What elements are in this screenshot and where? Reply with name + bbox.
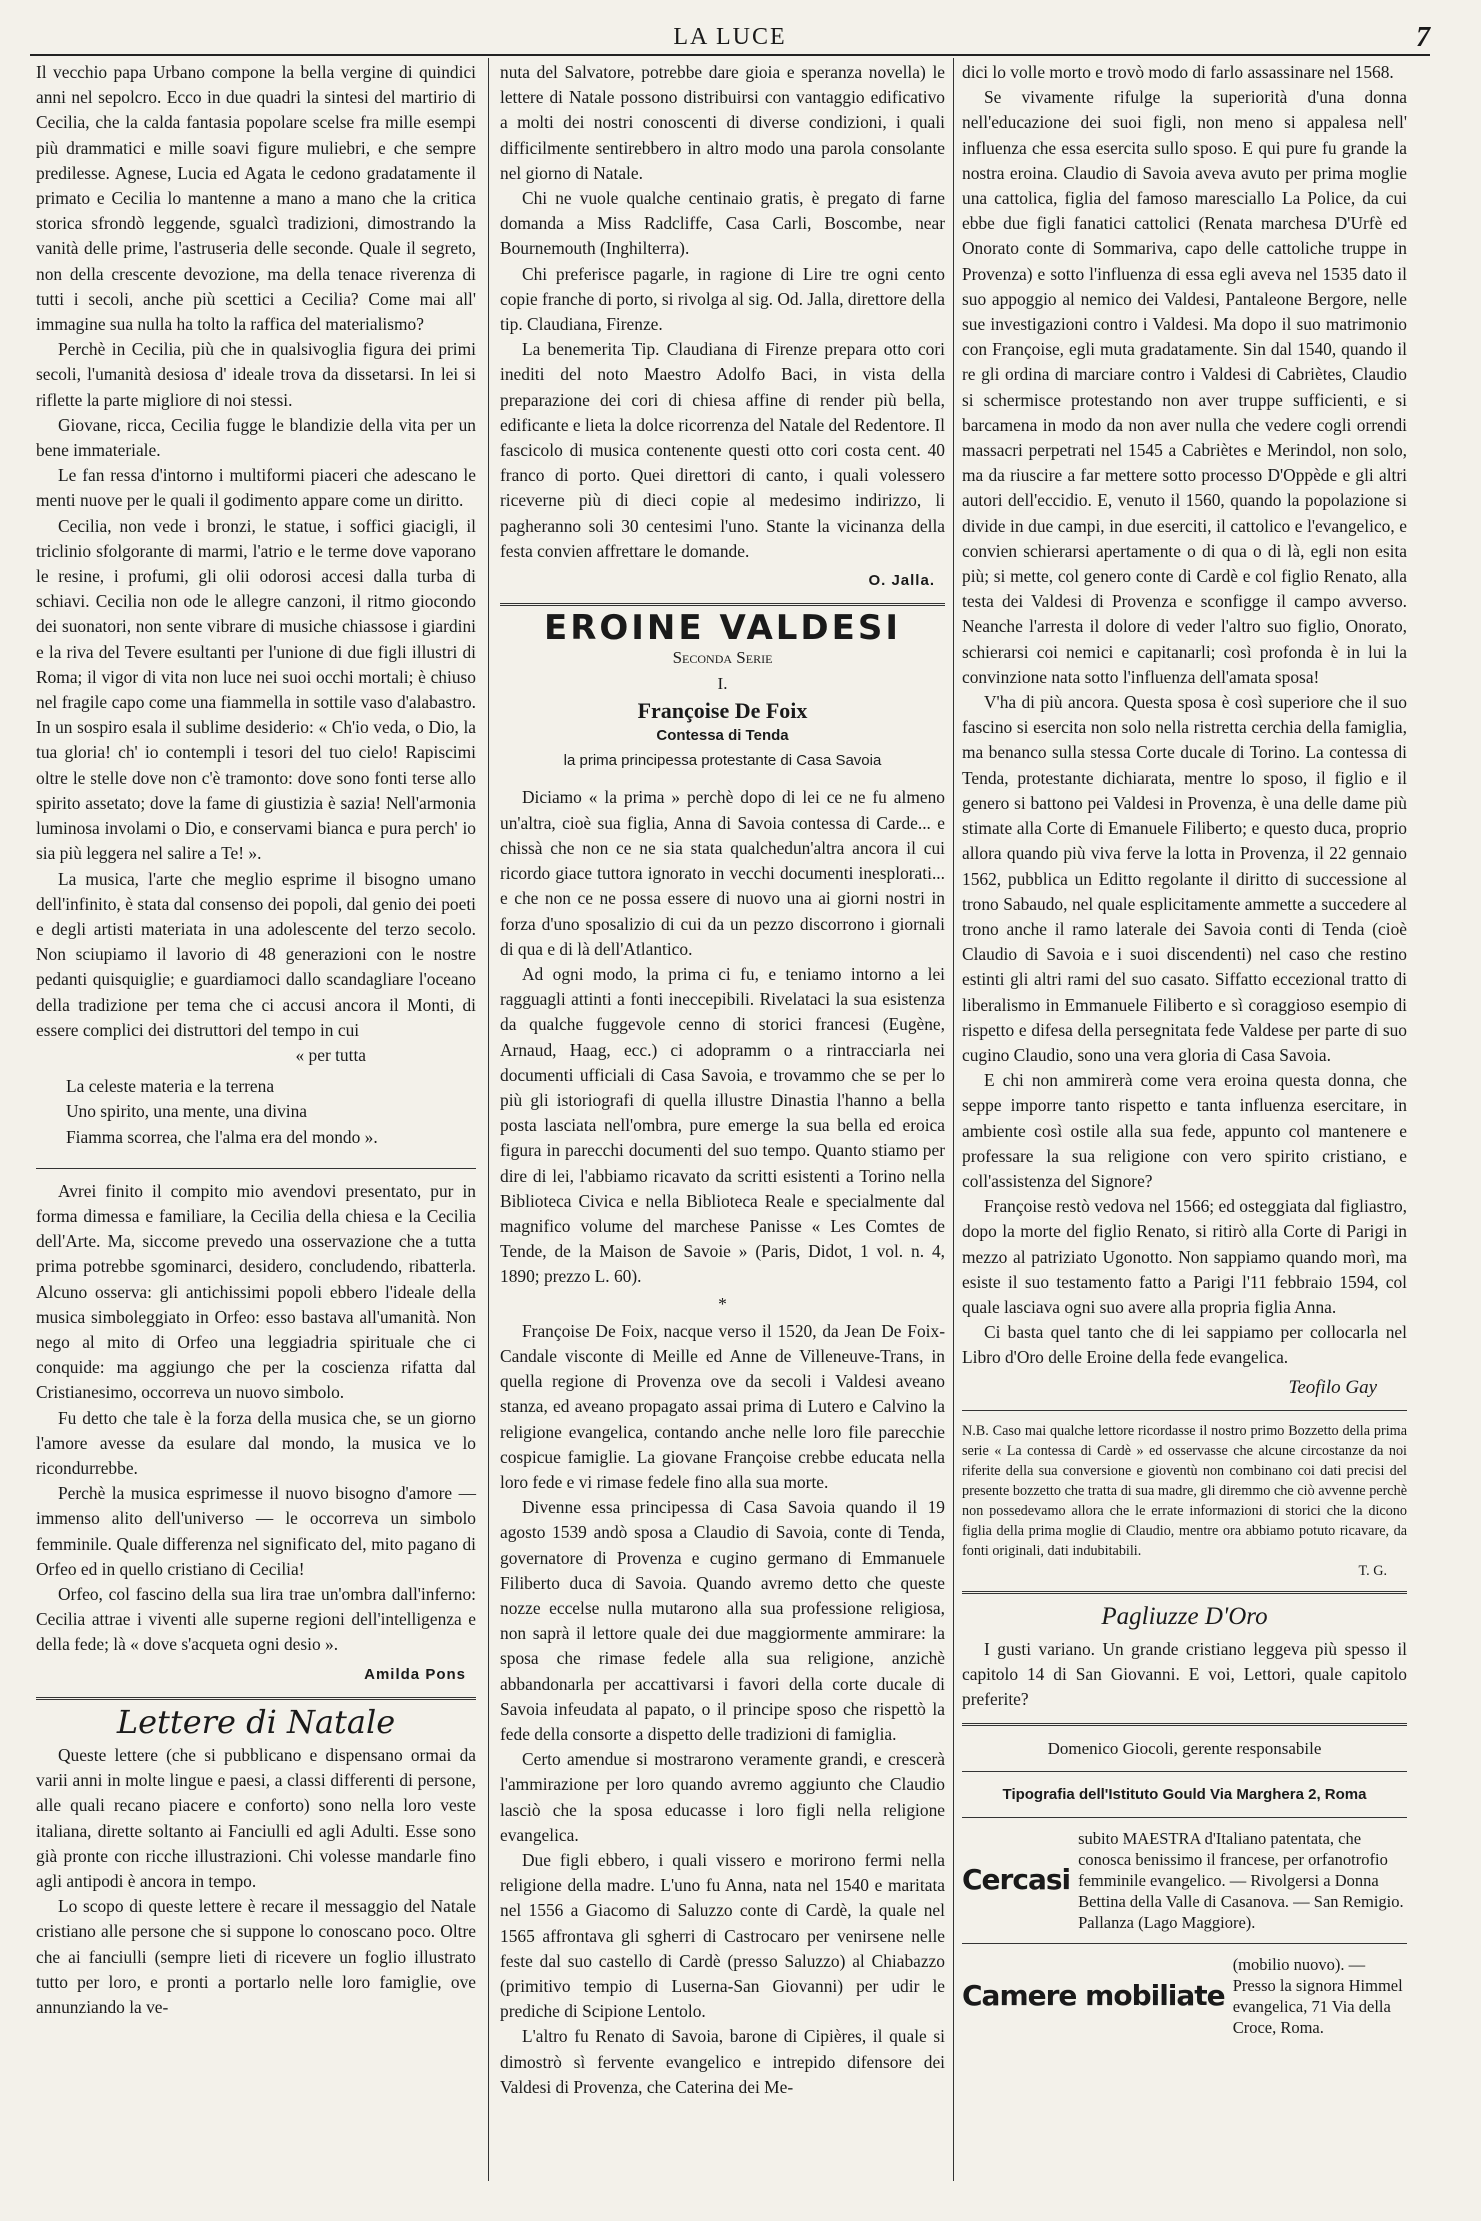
ad-heading: Camere mobiliate (962, 1978, 1225, 2012)
verse-line: Fiamma scorrea, che l'alma era del mondo ». (66, 1126, 378, 1147)
note-signature: T. G. (1358, 1562, 1387, 1579)
article-paragraph: Perchè la musica esprimesse il nuovo bisogno d'amore — immenso alito dell'universo — le occorreva un simbolo femminile. Quale differenza nel significato del, mito pagano di Orfeo ed in quello cristiano di Cecilia! (36, 1483, 476, 1579)
article-paragraph: Il vecchio papa Urbano compone la bella vergine di quindici anni nel sepolcro. Ecco in due quadri la sintesi del martirio di Cecilia, che la calda fantasia popolare scelse fra mille esempi più drammatici e mille soavi figure muliebri, e che sempre predilesse. Agnese, Lucia ed Agata le cedono gradatamente il primato e Cecilia lo mantenne a mano a mano che la critica storica sfrondò leggende, sgualcì tradizioni, dimostrando la vanità delle prime, l'astruseria delle seconde. Quale il segreto, non della crescente devozione, ma della tenace riverenza di tutti i secoli, anche più scettici a Cecilia? Come mai all' immagine sua nulla ha tolto la raffica del materialismo? (36, 62, 476, 335)
column-2 (500, 60, 945, 2100)
editor-note (962, 1421, 1407, 1581)
article-paragraph: Lo scopo di queste lettere è recare il messaggio del Natale cristiano alle persone che si suppone lo conoscano poco. Oltre che ai fanciulli (sempre lieti di ricevere un foglio illustrato tutto per loro, e pronti a portarlo nelle loro famiglie, ove annunziando la ve- (36, 1896, 476, 2018)
section-divider (36, 1697, 476, 1700)
section-divider (500, 603, 945, 606)
article-paragraph: Ci basta quel tanto che di lei sappiamo per collocarla nel Libro d'Oro delle Eroine della fede evangelica. (962, 1322, 1407, 1368)
section-title: Lettere di Natale (116, 1702, 396, 1741)
heroine-name: Françoise De Foix (637, 697, 808, 723)
column-divider (488, 58, 489, 2181)
column-divider (953, 58, 954, 2181)
article-paragraph: dici lo volle morto e trovò modo di farlo assassinare nel 1568. (962, 62, 1394, 82)
article-paragraph: Cecilia, non vede i bronzi, le statue, i soffici giacigli, il triclinio sfolgorante di marmi, l'atrio e le terme dove vaporano le resine, i profumi, gli olii odorosi accesi dalla turba di schiavi. Cecilia non ode le allegre canzoni, il ritmo giocondo dei suonatori, non sente vibrare di musiche chiassose i giardini e la riva del Tevere esultanti per l'unione di due figli illustri di Roma; il vigor di vita non luce nei suoi occhi mortali; è chiuso nel fragile capo come una fiammella in sottile vaso d'alabastro. In un sospiro esala il sublime desiderio: « Ch'io veda, o Dio, la tua gloria! ch' io contempli i tesori del tuo cielo! Rapiscimi oltre le stelle dove non c'è tramonto: dove sono fonti terse allo spirito assetato; dove la fame di giustizia è sazia! Nell'armonia luminosa involami o Dio, e conservami bianca e pura perch' io sia più leggera nel salire a Te! ». (36, 515, 476, 864)
asterism: * (718, 1293, 727, 1314)
article-paragraph: L'altro fu Renato di Savoia, barone di Cipières, il quale si dimostrò sì fervente evangelico e intrepido difensore dei Valdesi di Provenza, che Caterina dei Me- (500, 2026, 945, 2097)
section-divider (962, 1771, 1407, 1772)
article-paragraph: Chi ne vuole qualche centinaio gratis, è pregato di farne domanda a Miss Radcliffe, Casa Carli, Boscombe, near Bournemouth (Inghilterra). (500, 188, 945, 259)
newspaper-title: LA LUCE (673, 24, 787, 50)
ad-text: subito MAESTRA d'Italiano patentata, che conosca benissimo il francese, per orfanotrofio femminile evangelico. — Rivolgersi a Donna Bettina della Valle di Casanova. — San Remigio. Pallanza (Lago Maggiore). (1078, 1828, 1404, 1932)
article-paragraph: Perchè in Cecilia, più che in qualsivoglia figura dei primi secoli, l'umanità desiosa d' ideale trova da dissetarsi. In lei si riflette la parte migliore di noi stessi. (36, 339, 476, 410)
article-paragraph: Giovane, ricca, Cecilia fugge le blandizie della vita per un bene immateriale. (36, 414, 476, 461)
section-title: EROINE VALDESI (543, 608, 902, 649)
verse-line: La celeste materia e la terrena (66, 1076, 275, 1097)
chapter-number: I. (717, 673, 728, 693)
author-signature: O. Jalla. (868, 572, 935, 590)
series-label: Seconda Serie (672, 648, 773, 668)
heroine-title: Contessa di Tenda (656, 727, 789, 745)
article-paragraph: Diciamo « la prima » perchè dopo di lei ce ne fu almeno un'altra, cioè sua figlia, Anna di Savoia contessa di Carde... e chissà che non ce ne sia stata qualchedun'altra ancora il cui ricordo giace tuttora ignorato in vecchi documenti inesplorati... e che non ce ne possa essere di nuovo una ai giorni nostri in forza d'uno sposalizio di cui da un pezzo discorrono i giornali di qua e di là dell'Atlantico. (500, 787, 945, 959)
note-text: N.B. Caso mai qualche lettore ricordasse il nostro primo Bozzetto della prima serie « La contessa di Cardè » ed osservasse che alcune circostanze da noi riferite della sua conversione e gioventù non combinano coi dati precisi del presente bozzetto che tratta di sua madre, gli diremmo che ciò avvenne perchè non possedevamo allora che le errate informazioni di storici che la dicono figlia della prima moglie di Claudio, mentre ora abbiamo potuto ricavare, da fonti originali, dati indubitabili. (962, 1422, 1407, 1559)
heroine-subtitle: la prima principessa protestante di Casa Savoia (563, 752, 882, 770)
section-divider (962, 1817, 1407, 1818)
section-divider (962, 1723, 1407, 1726)
section-title: Pagliuzze D'Oro (1101, 1602, 1268, 1630)
article-paragraph: Le fan ressa d'intorno i multiformi piaceri che adescano le menti nuove per le quali il godimento appare come un diritto. (36, 465, 476, 511)
verse-lead: « per tutta (295, 1044, 366, 1065)
article-paragraph: Fu detto che tale è la forza della musica che, se un giorno l'amore avesse da esulare dal mondo, la musica ve lo ricondurrebbe. (36, 1407, 476, 1478)
section-divider (36, 1168, 476, 1169)
article-paragraph: Divenne essa principessa di Casa Savoia quando il 19 agosto 1539 andò sposa a Claudio di Savoia, conte di Tenda, governatore di Provenza e cugino germano di Emmanuele Filiberto duca di Savoia. Quando avremo detto che queste nozze eccelse nulla mutarono alla sua professione religiosa, non saprà il lettore quale dei due maggiormente ammirare: la sposa che rimase fedele alla sua religione, anzichè abbandonarla per accattivarsi i favori della corte ducale di Savoia infeudata al papato, o il principe sposo che rispettò la fede della consorte a dispetto delle tradizioni di famiglia. (500, 1497, 945, 1744)
article-paragraph: E chi non ammirerà come vera eroina questa donna, che seppe imporre tanto rispetto e tanta influenza esercitare, in ambiente così ostile alla sua fede, appunto col mantenere e professare la sua religione con vero spirito cristiano, e coll'assistenza del Signore? (962, 1070, 1407, 1191)
article-paragraph: Chi preferisce pagarle, in ragione di Lire tre ogni cento copie franche di porto, si rivolga al sig. Od. Jalla, direttore della tip. Claudiana, Firenze. (500, 263, 945, 335)
header-rule (30, 54, 1430, 56)
gerente-line: Domenico Giocoli, gerente responsabile (1047, 1738, 1322, 1758)
article-paragraph: I gusti variano. Un grande cristiano leggeva più spesso il capitolo 14 di San Giovanni. E voi, Lettori, quale capitolo preferite? (962, 1638, 1407, 1710)
article-paragraph: Due figli ebbero, i quali vissero e morirono fermi nella religione della madre. L'uno fu Anna, nata nel 1540 e maritata nel 1556 a Giacomo di Saluzzo conte di Cardè, la quale nel 1565 affrontava gli sgherri di Castrocaro per venirsene nelle feste dal suo castello di Cardè (presso Saluzzo) al Chiabazzo (primitivo tempio di Luserna-San Giovanni) per udir le prediche di Scipione Lentolo. (500, 1850, 945, 2022)
article-paragraph: Certo amendue si mostrarono veramente grandi, e crescerà l'ammirazione per loro quando avremo aggiunto che Claudio lasciò che la sposa educasse i loro figli nella religione evangelica. (500, 1749, 945, 1845)
ad-text: (mobilio nuovo). — Presso la signora Himmel evangelica, 71 Via della Croce, Roma. (1232, 1954, 1403, 2037)
article-paragraph: Orfeo, col fascino della sua lira trae un'ombra dall'inferno: Cecilia attrae i viventi alle superne regioni dell'intelligenza e della fede; là « dove s'acqueta ogni desio ». (36, 1583, 476, 1655)
classified-ad (962, 1828, 1407, 1933)
article-paragraph: Avrei finito il compito mio avendovi presentato, pur in forma dimessa e familiare, la Cecilia della chiesa e la Cecilia dell'Arte. Ma, siccome prevedo una osservazione che a tutta prima potrebbe sgominarci, desidero, concludendo, ribatterla. Alcuno osserva: gli antichissimi popoli ebbero l'ideale della musica simboleggiato in Orfeo: esso bastava all'umanità. Non nego al mito di Orfeo una leggiadria spirituale che ci conquide: ma aggiungo che per la coscienza rifatta dal Cristianesimo, occorreva un nuovo simbolo. (36, 1180, 476, 1403)
section-divider (962, 1591, 1407, 1594)
column-3 (962, 60, 1407, 2044)
article-paragraph: Françoise De Foix, nacque verso il 1520, da Jean De Foix-Candale visconte di Meille ed Anne de Villeneuve-Trans, in quella regione di Provenza ove da secoli i Valdesi aveano stanza, ed aveano propagato assai prima di Lutero e Calvino la religione evangelica, contando anche nelle loro file parecchie cospicue famiglie. La giovane Françoise crebbe educata nella loro fede e vi rimase fedele fino alla sua morte. (500, 1320, 945, 1492)
article-paragraph: nuta del Salvatore, potrebbe dare gioia e speranza novella) le lettere di Natale possono distribuirsi con vantaggio edificativo a molti dei nostri conoscenti di diverse condizioni, i quali difficilmente sentirebbero in altro modo una parola consolante nel giorno di Natale. (500, 62, 945, 183)
article-paragraph: Françoise restò vedova nel 1566; ed osteggiata dal figliastro, dopo la morte del figlio Renato, si ritirò alla Corte di Parigi in mezzo al patriziato Ugonotto. Non sappiamo quando morì, ma esiste il suo testamento fatto a Parigi l'11 febbraio 1594, col quale lasciava ogni suo avere alla propria figlia Anna. (962, 1196, 1407, 1317)
section-divider (962, 1410, 1407, 1411)
quoted-verse (66, 1074, 476, 1150)
verse-line: Uno spirito, una mente, una divina (66, 1101, 308, 1122)
printer-line: Tipografia dell'Istituto Gould Via Marghera 2, Roma (1002, 1785, 1367, 1803)
column-1 (36, 60, 476, 2020)
article-paragraph: La benemerita Tip. Claudiana di Firenze prepara otto cori inediti del noto Maestro Adolfo Baci, in vista della preparazione dei cori di chiesa affine di render più bella, edificante e lieta la dolce ricorrenza del Natale del Redentore. Il fascicolo di musica contenente questi otto cori costa cent. 40 franco di porto. Quei direttori di canto, i quali volessero riceverne più di dieci copie al medesimo indirizzo, li pagheranno soli 30 centesimi l'uno. Stante la vicinanza della festa convien affrettare le domande. (500, 339, 945, 561)
page-header (30, 22, 1430, 56)
classified-ad (962, 1954, 1407, 2038)
article-paragraph: Se vivamente rifulge la superiorità d'una donna nell'educazione dei suoi figli, non meno si appalesa nell' influenza che essa esercita sullo sposo. E qui pure fu grande la nostra eroina. Claudio di Savoia aveva avuto per prima moglie una cattolica, figlia del famoso maresciallo La Police, da cui ebbe due figli fanatici cattolici (Renata marchesa D'Urfè ed Onorato conte di Sommariva, capo delle cattoliche truppe in Provenza) e sotto l'influenza di essa egli aveva nel 1535 dato il suo appoggio al nemico dei Valdesi, Pantaleone Bergore, nelle sue investigazioni contro i Valdesi. Ma dopo il suo matrimonio con Françoise, egli muta gradatamente. Sin dal 1540, quando il re gli ordina di marciare contro i Valdesi di Cabriètes, Claudio si schermisce protestando non aver truppe sufficienti, e si barcamena in modo da non aver nulla che vedere cogli orrendi massacri perpetrati nel 1545 a Cabriètes e Merindol, non solo, ma da riuscire a far mettere sotto processo D'Oppède e gli altri autori dell'eccidio. E, venuto il 1560, quando la popolazione si divide in due campi, in due eserciti, il cattolico e l'evangelico, e convien schierarsi apertamente o di qua o di là, egli non esita più; si mette, col genero conte di Cardè e col figlio Renato, alla testa dei Valdesi di Provenza e sconfigge il campo avverso. Neanche l'arresta il dolore di veder l'altro suo figlio, Onorato, schierarsi coi nemici e capitanarli; così profonda è in lui la convinzione nata sotto l'influenza dell'amata sposa! (962, 87, 1407, 687)
article-paragraph: V'ha di più ancora. Questa sposa è così superiore che il suo fascino si esercita non solo nella ristretta cerchia della famiglia, ma benanco sulla stessa Corte ducale di Torino. La contessa di Tenda, protestante dichiarata, mentre lo sposo, il figlio e il genero si battono pei Valdesi in Provenza, è una delle dame più stimate alla Corte di Emanuele Filiberto; e questo duca, proprio allora quando più viva ferve la lotta in Provenza, il 22 gennaio 1562, pubblica un Editto regolante il diritto di successione al trono Sabaudo, nel quale esplicitamente ammette a succedere al trono anche il ramo laterale dei Savoia conti di Tenda (cioè Claudio di Savoia e i suoi discendenti) nel caso che restino estinti gli altri rami del suo casato. Siffatto eccezional tratto di liberalismo in Emmanuele Filiberto e sì coraggioso esempio di rispetto e difesa della persegnitata fede Valdese per parte di suo cugino Claudio, sono una vera gloria di Casa Savoia. (962, 692, 1407, 1065)
page-number: 7 (1416, 22, 1430, 53)
ad-heading: Cercasi (962, 1863, 1071, 1897)
article-paragraph: Ad ogni modo, la prima ci fu, e teniamo intorno a lei ragguagli attinti a fonti ineccepibili. Rivelataci la sua esistenza da qualche fuggevole cenno di storici francesi (Eugène, Arnaud, Haag, ecc.) ci adopramm o a rintracciarla nei documenti ufficiali di Casa Savoia, e trovammo che se per lo più gli istoriografi di quella illustre Dinastia l'hanno a bella posta lasciata nell'ombra, pure emerge la sua bella ed eroica figura in parecchi documenti del suo tempo. Quanto stiamo per dire di lei, l'abbiamo ricavato da scritti esistenti a Torino nella Biblioteca Civica e nella Biblioteca Reale e specialmente dal magnifico volume del marchese Panisse « Les Comtes de Tende, de la Maison de Savoie » (Paris, Didot, 1 vol. n. 4, 1890; prezzo L. 60). (500, 963, 945, 1287)
author-signature: Teofilo Gay (1288, 1376, 1377, 1398)
article-paragraph: Queste lettere (che si pubblicano e dispensano ormai da varii anni in molte lingue e paesi, a classi differenti di persone, alle quali recano piacere e conforto) sono nella loro veste italiana, dirette soltanto ai Fanciulli ed agli Adulti. Esse sono già pronte con ricche illustrazioni. Chi volesse mandarle fino agli antipodi è ancora in tempo. (36, 1745, 476, 1892)
section-divider (962, 1943, 1407, 1944)
article-paragraph: La musica, l'arte che meglio esprime il bisogno umano dell'infinito, è stata dal consenso dei popoli, dal genio dei poeti e degli artisti materiata in una adolescente del terzo secolo. Non sciupiamo il lavorio di 48 generazioni con le nostre pedanti quisquiglie; e guardiamoci dallo scandagliare l'oceano della tradizione per tema che ci accusi ancora il Monti, di essere complici dei distruttori del tempo in cui (36, 868, 476, 1040)
author-signature: Amilda Pons (364, 1665, 466, 1683)
